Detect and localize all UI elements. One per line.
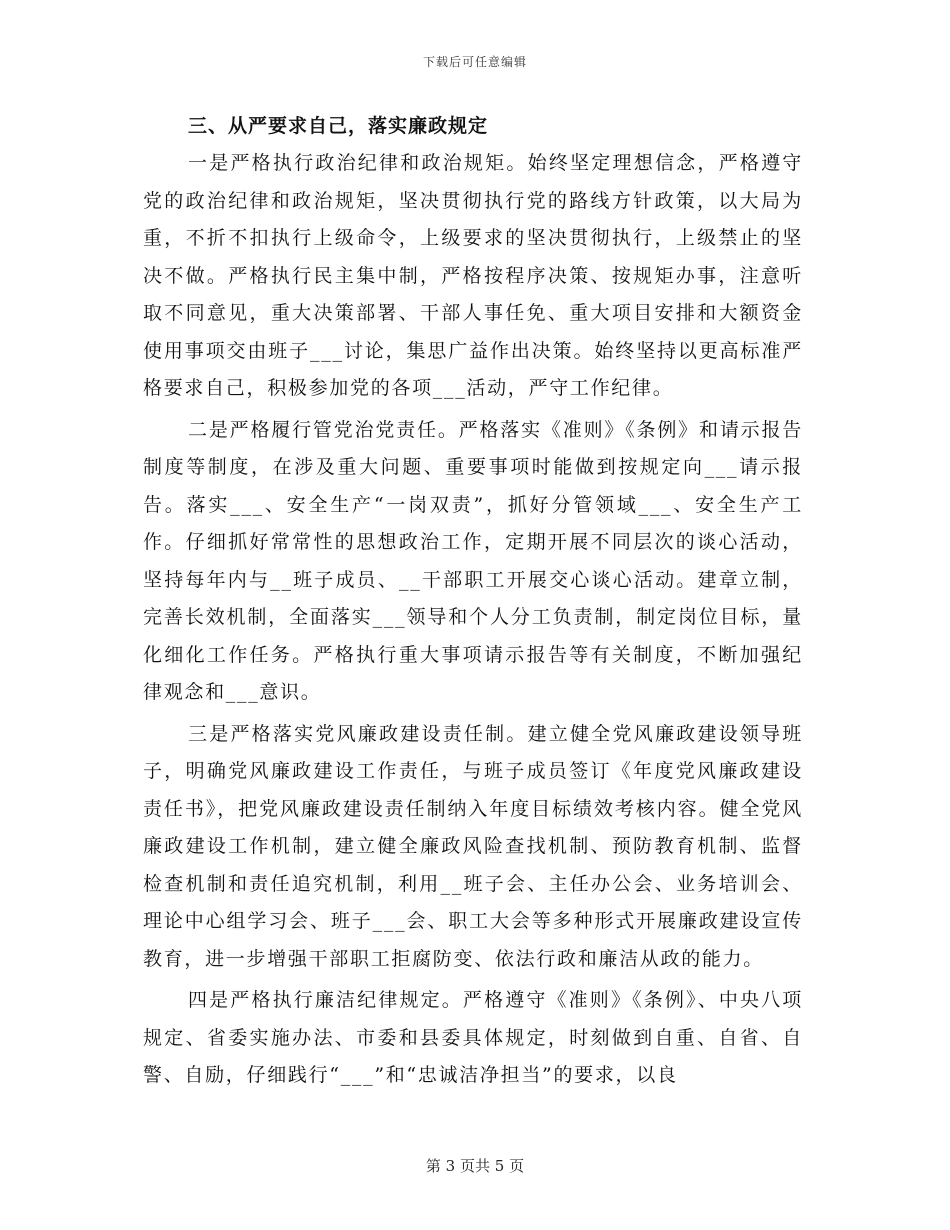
section-heading: 三、从严要求自己，落实廉政规定 — [188, 115, 489, 137]
page-header: 下载后可任意编辑 — [422, 55, 527, 69]
paragraph-political-discipline: 一是严格执行政治纪律和政治规矩。始终坚定理想信念，严格遵守党的政治纪律和政治规矩，坚决贯彻执行党的路线方针政策，以大局为重，不折不扣执行上级命令，上级要求的坚决贯彻执行，上级禁止的坚决不做。严格执行民主集中制，严格按程序决策、按规矩办事，注意听取不同意见，重大决策部署、干部人事任免、重大项目安排和大额资金使用事项交由班子___讨论，集思广益作出决策。始终坚持以更高标准严格要求自己，积极参加党的各项___活动，严守工作纪律。 — [143, 152, 803, 399]
page-number: 第 3 页共 5 页 — [425, 1157, 525, 1175]
paragraph-party-management: 二是严格履行管党治党责任。严格落实《准则》《条例》和请示报告制度等制度，在涉及重大问题、重要事项时能做到按规定向___请示报告。落实___、安全生产“一岗双责”，抓好分管领域___、安全生产工作。仔细抓好常常性的思想政治工作，定期开展不同层次的谈心活动，坚持每年内与__班子成员、__干部职工开展交心谈心活动。建章立制，完善长效机制，全面落实___领导和个人分工负责制，制定岗位目标，量化细化工作任务。严格执行重大事项请示报告等有关制度，不断加强纪律观念和___意识。 — [143, 418, 803, 703]
paragraph-integrity-responsibility: 三是严格落实党风廉政建设责任制。建立健全党风廉政建设领导班子，明确党风廉政建设工作责任，与班子成员签订《年度党风廉政建设责任书》，把党风廉政建设责任制纳入年度目标绩效考核内容。健全党风廉政建设工作机制，建立健全廉政风险查找机制、预防教育机制、监督检查机制和责任追究机制，利用__班子会、主任办公会、业务培训会、理论中心组学习会、班子___会、职工大会等多种形式开展廉政建设宣传教育，进一步增强干部职工拒腐防变、依法行政和廉洁从政的能力。 — [143, 722, 803, 970]
document-body — [143, 108, 803, 1095]
paragraph-integrity-discipline: 四是严格执行廉洁纪律规定。严格遵守《准则》《条例》、中央八项规定、省委实施办法、市委和县委具体规定，时刻做到自重、自省、自警、自励，仔细践行“___”和“忠诚洁净担当”的要求，以良 — [143, 989, 803, 1086]
